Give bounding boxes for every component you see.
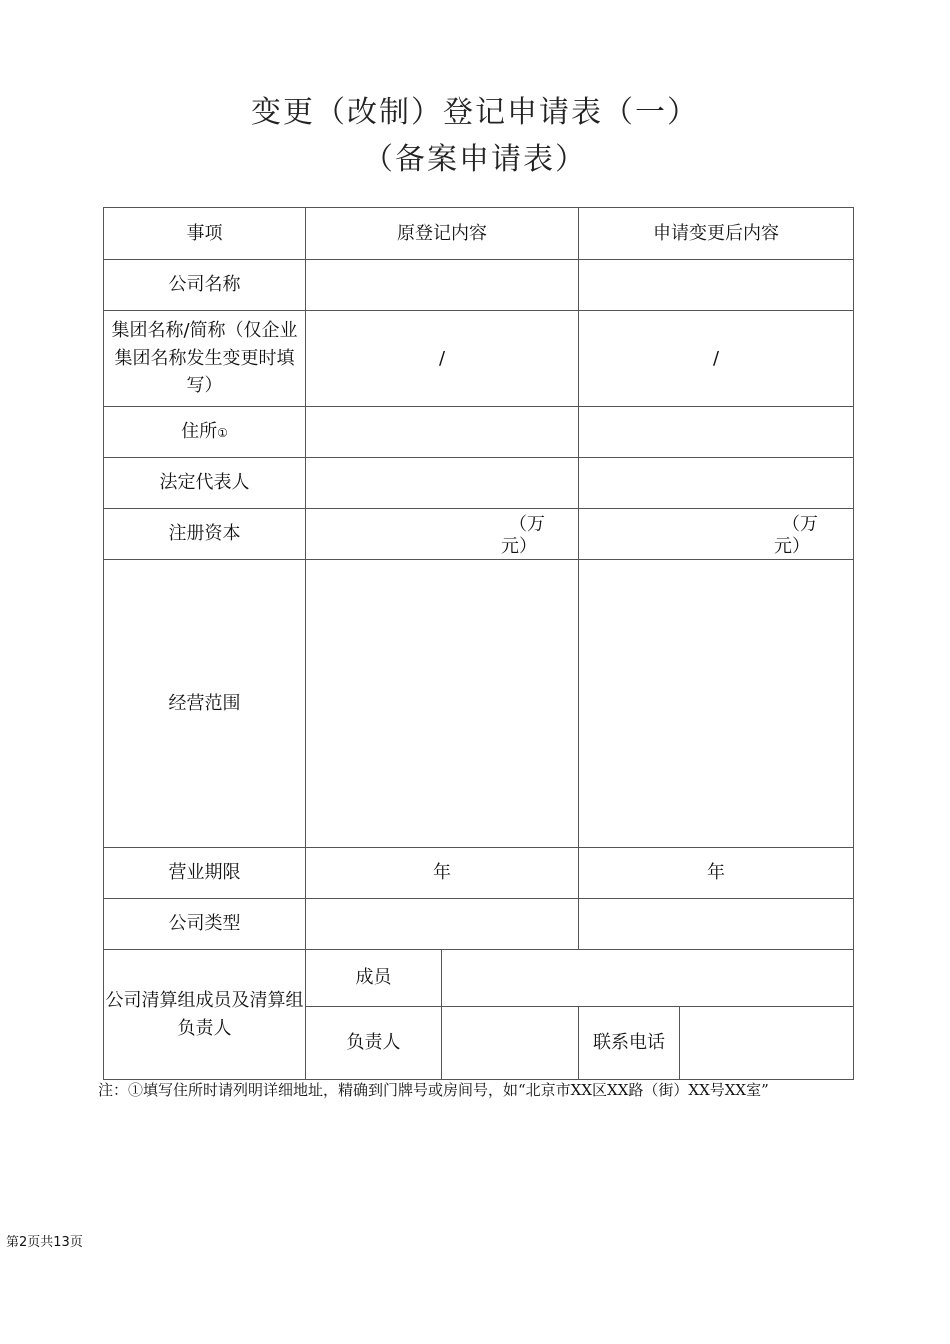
field-legal-rep-original[interactable]	[306, 458, 579, 509]
header-row	[104, 208, 854, 260]
field-company-name-original[interactable]	[306, 260, 579, 311]
row-capital	[104, 509, 854, 560]
row-liquidation-members	[104, 950, 854, 1007]
footnote-marker: ①	[217, 426, 228, 441]
year-unit: 年	[433, 862, 451, 884]
field-group-name-new[interactable]	[579, 311, 854, 407]
field-company-name-new[interactable]	[579, 260, 854, 311]
capital-unit: （万 元）	[501, 514, 545, 557]
label-business-scope: 经营范围	[104, 560, 306, 848]
field-group-name-original[interactable]	[306, 311, 579, 407]
label-address	[104, 407, 306, 458]
field-address-original[interactable]	[306, 407, 579, 458]
label-company-type: 公司类型	[104, 899, 306, 950]
label-phone: 联系电话	[579, 1007, 680, 1080]
row-company-type	[104, 899, 854, 950]
field-members[interactable]	[442, 950, 854, 1007]
label-liquidation: 公司清算组成员及清算组负责人	[104, 950, 306, 1080]
row-address	[104, 407, 854, 458]
field-company-type-new[interactable]	[579, 899, 854, 950]
year-unit: 年	[707, 862, 725, 884]
slash-mark: /	[712, 347, 720, 369]
field-business-scope-original[interactable]	[306, 560, 579, 848]
application-form-table	[103, 207, 854, 1080]
label-term: 营业期限	[104, 848, 306, 899]
form-title: 变更（改制）登记申请表（一）	[251, 95, 699, 130]
label-capital: 注册资本	[104, 509, 306, 560]
field-term-new[interactable]	[579, 848, 854, 899]
field-capital-original[interactable]	[306, 509, 579, 560]
page-number: 第2页共13页	[6, 1235, 83, 1250]
label-members: 成员	[306, 950, 442, 1007]
field-legal-rep-new[interactable]	[579, 458, 854, 509]
slash-mark: /	[438, 347, 446, 369]
field-term-original[interactable]	[306, 848, 579, 899]
row-company-name	[104, 260, 854, 311]
row-term	[104, 848, 854, 899]
label-leader: 负责人	[306, 1007, 442, 1080]
header-changed: 申请变更后内容	[579, 208, 854, 260]
address-label-text: 住所	[181, 421, 218, 443]
field-leader[interactable]	[442, 1007, 579, 1080]
form-subtitle: （备案申请表）	[363, 142, 587, 177]
capital-unit: （万 元）	[774, 514, 818, 557]
row-group-name	[104, 311, 854, 407]
row-legal-rep	[104, 458, 854, 509]
label-group-name: 集团名称/简称（仅企业集团名称发生变更时填写）	[104, 311, 306, 407]
field-phone[interactable]	[680, 1007, 854, 1080]
row-business-scope	[104, 560, 854, 848]
field-business-scope-new[interactable]	[579, 560, 854, 848]
header-original: 原登记内容	[306, 208, 579, 260]
label-legal-rep: 法定代表人	[104, 458, 306, 509]
header-item: 事项	[104, 208, 306, 260]
field-address-new[interactable]	[579, 407, 854, 458]
label-company-name: 公司名称	[104, 260, 306, 311]
field-capital-new[interactable]	[579, 509, 854, 560]
field-company-type-original[interactable]	[306, 899, 579, 950]
footnote: 注：①填写住所时请列明详细地址，精确到门牌号或房间号，如“北京市XX区XX路（街）XX号XX室”	[98, 1081, 769, 1099]
